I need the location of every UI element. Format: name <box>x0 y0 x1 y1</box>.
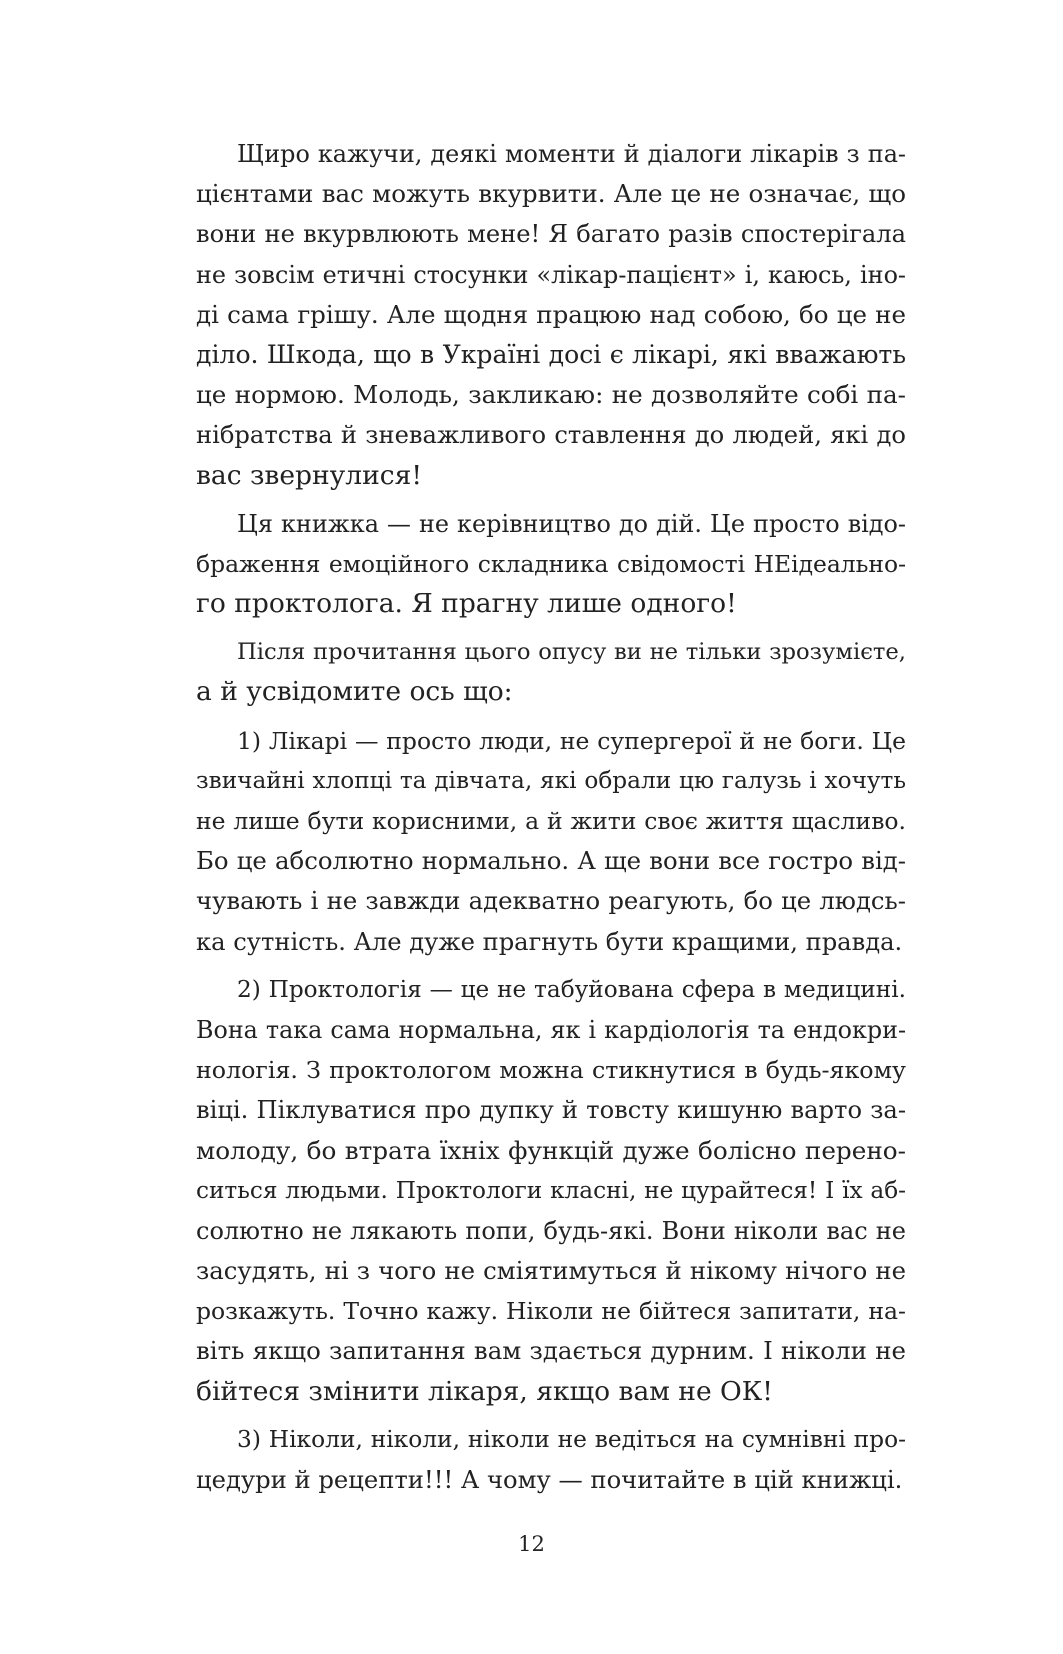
text-line: ді сама грішу. Але щодня працюю над собою, бо це не <box>196 299 906 329</box>
text-line: віть якщо запитання вам здається дурним. І ніколи не <box>196 1336 906 1366</box>
paragraph-3 <box>196 632 906 712</box>
text-line: Щиро кажучи, деякі моменти й діалоги лікарів з па- <box>237 140 906 168</box>
body-text <box>196 134 906 1500</box>
text-line: солютно не лякають попи, будь-які. Вони ніколи вас не <box>196 1216 906 1245</box>
text-line: ка сутність. Але дуже прагнуть бути кращими, правда. <box>196 927 903 956</box>
text-line: 1) Лікарі — просто люди, не супергерої й не боги. Це <box>237 726 906 755</box>
text-line: браження емоційного складника свідомості НЕідеально- <box>196 549 906 578</box>
text-line: 2) Проктологія — це не табуйована сфера в медицині. <box>237 975 906 1003</box>
text-line: цедури й рецепти!!! А чому — почитайте в цій книжці. <box>196 1465 903 1494</box>
text-line: вас звернулися! <box>196 459 422 491</box>
paragraph-6 <box>196 1420 906 1500</box>
text-line: Ця книжка — не керівництво до дій. Це просто відо- <box>237 509 906 538</box>
text-line: не лише бути корисними, а й жити своє життя щасливо. <box>196 807 906 835</box>
paragraph-1 <box>196 134 906 496</box>
text-line: нібратства й зневажливого ставлення до людей, які до <box>196 421 906 450</box>
text-line: цієнтами вас можуть вкурвити. Але це не означає, що <box>196 179 906 209</box>
text-line: це нормою. Молодь, закликаю: не дозволяйте собі па- <box>196 380 906 410</box>
text-line: Вона така сама нормальна, як і кардіологія та ендокри- <box>196 1015 906 1044</box>
text-line: Бо це абсолютно нормально. А ще вони все гостро від- <box>196 846 906 876</box>
paragraph-5 <box>196 970 906 1412</box>
text-line: 3) Ніколи, ніколи, ніколи не ведіться на сумнівні про- <box>237 1425 906 1453</box>
paragraph-gap <box>196 713 906 721</box>
page-number: 12 <box>518 1532 545 1556</box>
text-line: звичайні хлопці та дівчата, які обрали цю галузь і хочуть <box>196 766 906 794</box>
text-line: Після прочитання цього опусу ви не тільки зрозумієте, <box>237 639 906 666</box>
paragraph-gap <box>196 962 906 970</box>
text-line: засудять, ні з чого не сміятимуться й нікому нічого не <box>196 1256 906 1286</box>
text-line: го проктолога. Я прагну лише одного! <box>196 588 737 620</box>
text-line: чувають і не завжди адекватно реагують, бо це людсь- <box>196 886 906 916</box>
text-line: ситься людьми. Проктологи класні, не цурайтеся! І їх аб- <box>196 1176 906 1204</box>
paragraph-gap <box>196 624 906 632</box>
text-line: вони не вкурвлюють мене! Я багато разів спостерігала <box>196 220 906 249</box>
text-line: віці. Піклуватися про дупку й товсту кишуню варто за- <box>196 1096 906 1125</box>
text-line: розкажуть. Точно кажу. Ніколи не бійтеся запитати, на- <box>196 1297 906 1326</box>
text-line: молоду, бо втрата їхніх функцій дуже болісно перено- <box>196 1135 906 1165</box>
text-line: а й усвідомите ось що: <box>196 676 513 708</box>
paragraph-2 <box>196 504 906 625</box>
paragraph-gap <box>196 1412 906 1420</box>
paragraph-4 <box>196 721 906 962</box>
text-line: нологія. З проктологом можна стикнутися в будь-якому <box>196 1056 906 1085</box>
text-line: не зовсім етичні стосунки «лікар-пацієнт» і, каюсь, іно- <box>196 260 906 289</box>
text-line: бійтеся змінити лікаря, якщо вам не ОК! <box>196 1375 773 1407</box>
paragraph-gap <box>196 496 906 504</box>
text-line: діло. Шкода, що в Україні досі є лікарі, які вважають <box>196 339 906 369</box>
